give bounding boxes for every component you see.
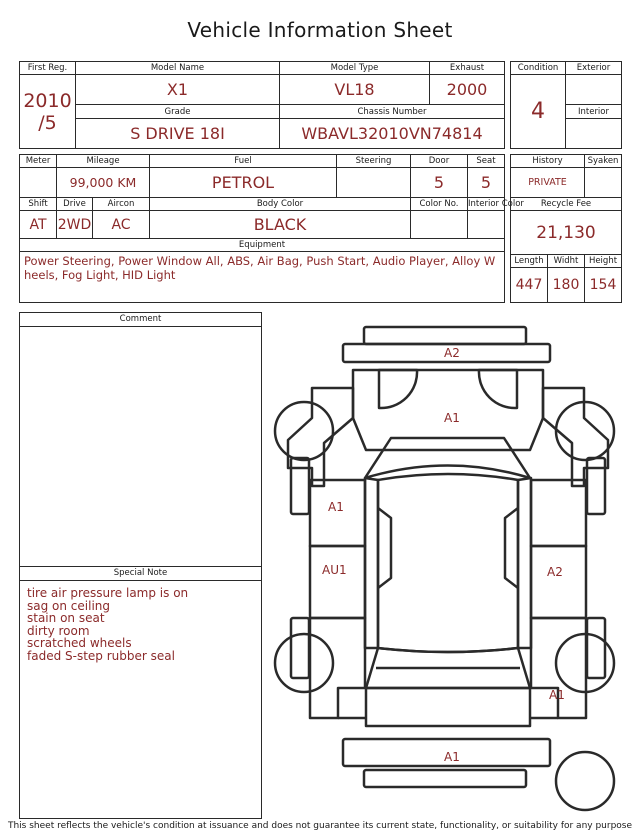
meter-value <box>20 168 57 198</box>
model-type-value: VL18 <box>280 75 430 105</box>
aircon-label: Aircon <box>93 198 150 211</box>
history-value: PRIVATE <box>511 168 585 198</box>
chassis-number-value: WBAVL32010VN74814 <box>280 118 505 148</box>
length-label: Length <box>511 255 548 268</box>
first-reg-month: /5 <box>38 111 57 134</box>
shift-label: Shift <box>20 198 57 211</box>
roof-panel <box>365 478 378 648</box>
right-rear-fender <box>587 618 605 678</box>
first-reg-year: 2010 <box>23 89 72 112</box>
special-note-label: Special Note <box>20 567 261 581</box>
rear-left-quarter <box>310 618 365 718</box>
body-color-label: Body Color <box>150 198 411 211</box>
exhaust-value: 2000 <box>430 75 505 105</box>
mark-left-front-door: A1 <box>328 500 344 514</box>
roof-center <box>378 474 518 652</box>
interior-value <box>566 118 622 148</box>
grade-value: S DRIVE 18I <box>76 118 280 148</box>
rear-lower-bar <box>364 770 526 787</box>
shift-value: AT <box>20 211 57 239</box>
mileage-label: Mileage <box>57 155 150 168</box>
special-note-item: scratched wheels <box>27 636 132 650</box>
specs-table <box>19 154 524 303</box>
recycle-fee-label: Recycle Fee <box>511 198 622 211</box>
color-no-label: Color No. <box>411 198 468 211</box>
special-notes-list <box>20 581 261 662</box>
left-front-fender <box>291 458 309 514</box>
interior-label: Interior <box>566 105 622 118</box>
height-value: 154 <box>585 268 622 303</box>
front-left-light <box>479 370 517 408</box>
exterior-value <box>566 75 622 105</box>
interior-color-label: Interior Color <box>468 199 524 209</box>
seat-value: 5 <box>468 168 505 198</box>
syaken-label: Syaken <box>585 155 622 168</box>
first-reg-value <box>20 75 76 149</box>
right-b-pillar <box>505 508 518 588</box>
page-title: Vehicle Information Sheet <box>187 18 453 42</box>
trunk-lid <box>366 688 530 726</box>
drive-value: 2WD <box>57 211 93 239</box>
height-label: Height <box>585 255 622 268</box>
special-note-item: sag on ceiling <box>27 598 111 613</box>
model-info-table <box>19 61 505 149</box>
front-upper-bar <box>364 327 526 344</box>
mileage-value: 99,000 KM <box>57 168 150 198</box>
left-b-pillar <box>378 508 391 588</box>
comment-text <box>20 327 261 335</box>
steering-value <box>337 168 411 198</box>
condition-value: 4 <box>511 75 566 149</box>
left-rear-door <box>310 546 365 618</box>
comment-box <box>19 312 262 568</box>
fuel-label: Fuel <box>150 155 337 168</box>
model-name-label: Model Name <box>76 62 280 75</box>
door-value: 5 <box>411 168 468 198</box>
special-note-item: tire air pressure lamp is on <box>27 586 189 600</box>
fuel-value: PETROL <box>150 168 337 198</box>
syaken-value <box>585 168 622 198</box>
equipment-value: Power Steering, Power Window All, ABS, Air Bag, Push Start, Audio Player, Alloy Wheels, Fog Light, HID Light <box>24 254 496 282</box>
model-name-value: X1 <box>76 75 280 105</box>
mark-right-rear-fender: A1 <box>549 688 565 702</box>
door-label: Door <box>411 155 468 168</box>
width-value: 180 <box>548 268 585 303</box>
roof-panel-right <box>518 478 531 648</box>
history-table <box>510 154 622 303</box>
special-note-item: stain on seat <box>27 611 105 625</box>
windshield <box>365 438 530 478</box>
model-type-label: Model Type <box>280 62 430 75</box>
right-rear-door <box>531 546 586 618</box>
first-reg-label: First Reg. <box>20 62 76 75</box>
steering-label: Steering <box>337 155 411 168</box>
recycle-fee-value: 21,130 <box>511 211 622 255</box>
meter-label: Meter <box>20 155 57 168</box>
mark-rear-bumper: A1 <box>444 750 460 764</box>
comment-label: Comment <box>20 313 261 327</box>
exterior-label: Exterior <box>566 62 622 75</box>
mark-right-rear-door: A2 <box>547 565 563 579</box>
mark-left-rear-door: AU1 <box>322 563 347 577</box>
special-note-item: dirty room <box>27 623 90 638</box>
length-value: 447 <box>511 268 548 303</box>
condition-label: Condition <box>511 62 566 75</box>
right-front-door <box>531 480 586 546</box>
exhaust-label: Exhaust <box>430 62 505 75</box>
rear-right-quarter <box>531 618 586 718</box>
body-color-value: BLACK <box>150 211 411 239</box>
equipment-label: Equipment <box>20 239 505 252</box>
condition-table <box>510 61 622 149</box>
chassis-number-label: Chassis Number <box>280 105 505 118</box>
left-rear-fender <box>291 618 309 678</box>
equipment-cell <box>20 252 505 303</box>
special-note-item: faded S-step rubber seal <box>27 648 175 663</box>
mark-hood: A1 <box>444 411 460 425</box>
grade-label: Grade <box>76 105 280 118</box>
front-left-wheel <box>275 402 333 460</box>
rear-left-wheel <box>275 634 333 692</box>
color-no-value <box>411 211 468 239</box>
special-note-box <box>19 566 262 819</box>
width-label: Widht <box>548 255 585 268</box>
front-right-light <box>379 370 417 408</box>
interior-color-value <box>468 211 505 239</box>
disclaimer-footer: This sheet reflects the vehicle's condition at issuance and does not guarantee its current state, functionality, or suitability for any purpose <box>7 821 633 831</box>
history-label: History <box>511 155 585 168</box>
spare-wheel <box>556 752 614 810</box>
aircon-value: AC <box>93 211 150 239</box>
seat-label: Seat <box>468 155 505 168</box>
drive-label: Drive <box>57 198 93 211</box>
right-front-fender <box>587 458 605 514</box>
car-damage-diagram <box>268 318 628 818</box>
mark-front-bumper: A2 <box>444 346 460 360</box>
